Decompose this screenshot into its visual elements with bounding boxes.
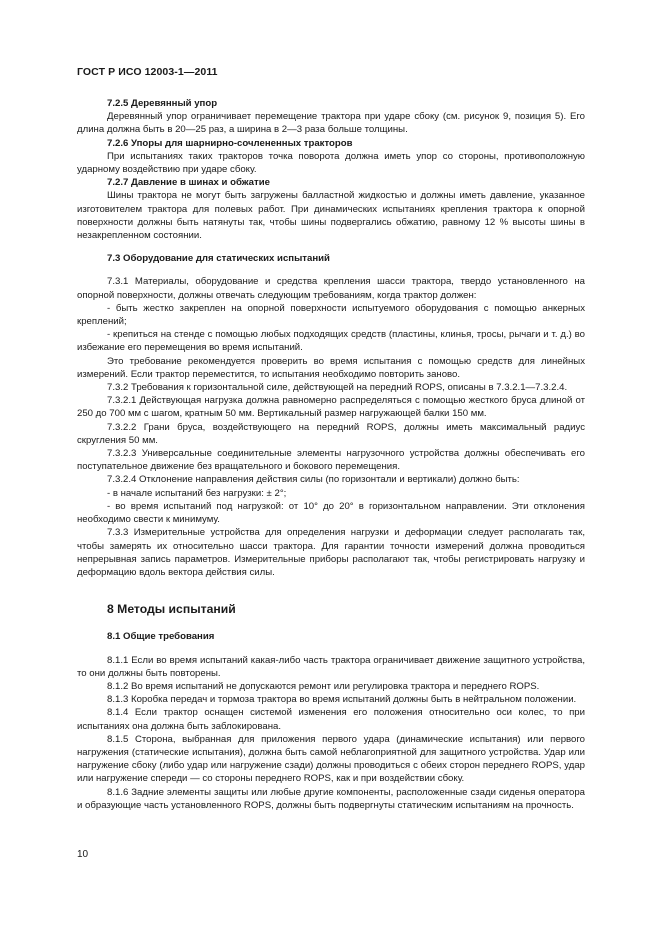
section-7-2-6-heading: 7.2.6 Упоры для шарнирно-сочлененных тракторов [107, 137, 353, 149]
standard-header: ГОСТ Р ИСО 12003-1—2011 [77, 66, 218, 78]
paragraph: 7.3.2.2 Грани бруса, воздействующего на передний ROPS, должны иметь максимальный радиус скругления 50 мм. [77, 421, 585, 446]
paragraph: 8.1.5 Сторона, выбранная для приложения первого удара (динамические испытания) или первого нагружения (статические испытания), должна быть самой неблагоприятной для защитного устройства. Удар или нагружение сбоку (либо удар или нагружение сзади) должны проводиться с обеих сторон переднего ROPS, удар или нагружение спереди — со стороны переднего ROPS, как и при воздействии сбоку. [77, 733, 585, 785]
section-8-1-heading: 8.1 Общие требования [107, 631, 215, 643]
list-item: - во время испытаний под нагрузкой: от 10° до 20° в горизонтальном направлении. Эти отклонения необходимо свести к минимуму. [77, 500, 585, 526]
paragraph: 7.3.2.1 Действующая нагрузка должна равномерно распределяться с помощью жесткого бруса длиной от 250 до 700 мм с шагом, кратным 50 мм. Вертикальный размер нагружающей балки 150 мм. [77, 395, 585, 420]
paragraph: 7.3.2.3 Универсальные соединительные элементы нагрузочного устройства должны обеспечивать его поступательное движение без вращательного и бокового перемещения. [77, 448, 585, 473]
section-8-heading: 8 Методы испытаний [107, 602, 236, 617]
page-number: 10 [77, 849, 89, 860]
section-7-2-5-text: Деревянный упор ограничивает перемещение трактора при ударе сбоку (см. рисунок 9, позиция 5). Его длина должна быть в 20—25 раз, а ширина в 2—3 раза больше толщины. [77, 111, 585, 136]
list-item: - крепиться на стенде с помощью любых подходящих средств (пластины, клинья, тросы, рычаги и т. д.) во избежание его перемещения во время испытаний. [77, 329, 585, 354]
paragraph: 8.1.2 Во время испытаний не допускаются ремонт или регулировка трактора и переднего ROPS. [107, 680, 540, 692]
paragraph: Это требование рекомендуется проверить во время испытания с помощью средств для линейных измерений. Если трактор переместится, то испытания необходимо повторить заново. [77, 355, 585, 380]
section-7-2-6-text: При испытаниях таких тракторов точка поворота должна иметь упор со стороны, противоположную ударному воздействию при ударе сбоку. [77, 150, 585, 176]
section-7-2-7-heading: 7.2.7 Давление в шинах и обжатие [107, 177, 270, 189]
paragraph: 8.1.1 Если во время испытаний какая-либо часть трактора ограничивает движение защитного устройства, то они должны быть повторены. [77, 654, 585, 679]
paragraph: 8.1.6 Задние элементы защиты или любые другие компоненты, расположенные сзади сиденья оператора и образующие часть установленного ROPS, должны быть подвергнуты статическим испытаниям на прочность. [77, 786, 585, 811]
paragraph: 8.1.4 Если трактор оснащен системой изменения его положения относительно оси колес, то при испытаниях она должна быть заблокирована. [77, 707, 585, 732]
paragraph: 7.3.1 Материалы, оборудование и средства крепления шасси трактора, твердо установленного на опорной поверхности, должны отвечать следующим требованиям, когда трактор должен: [77, 276, 585, 301]
list-item: - быть жестко закреплен на опорной поверхности испытуемого оборудования с помощью анкерных креплений; [77, 302, 585, 328]
paragraph: 7.3.3 Измерительные устройства для определения нагрузки и деформации следует располагать так, чтобы замерять их относительно шасси трактора. Для гарантии точности измерений должна проводиться непрерывная запись параметров. Измерительные приборы располагают так, чтобы регистрировать нагрузку и деформацию вдоль вектора действия силы. [77, 527, 585, 578]
section-7-2-7-text: Шины трактора не могут быть загружены балластной жидкостью и должны иметь давление, указанное изготовителем трактора для полевых работ. При динамических испытаниях крепления трактора к опорной поверхности должны быть натянуты так, чтобы шины подвергались обжатию, равному 12 % высоты шины в незакрепленном состоянии. [77, 190, 585, 242]
paragraph: 7.3.2.4 Отклонение направления действия силы (по горизонтали и вертикали) должно быть: [107, 474, 520, 486]
section-7-2-5-heading: 7.2.5 Деревянный упор [107, 98, 218, 109]
section-7-3-heading: 7.3 Оборудование для статических испытаний [107, 253, 330, 265]
paragraph: 8.1.3 Коробка передач и тормоза трактора во время испытаний должны быть в нейтральном положении. [107, 694, 577, 706]
list-item: - в начале испытаний без нагрузки: ± 2°; [107, 487, 287, 499]
document-body [77, 97, 585, 812]
paragraph: 7.3.2 Требования к горизонтальной силе, действующей на передний ROPS, описаны в 7.3.2.1—7.3.2.4. [107, 382, 568, 394]
